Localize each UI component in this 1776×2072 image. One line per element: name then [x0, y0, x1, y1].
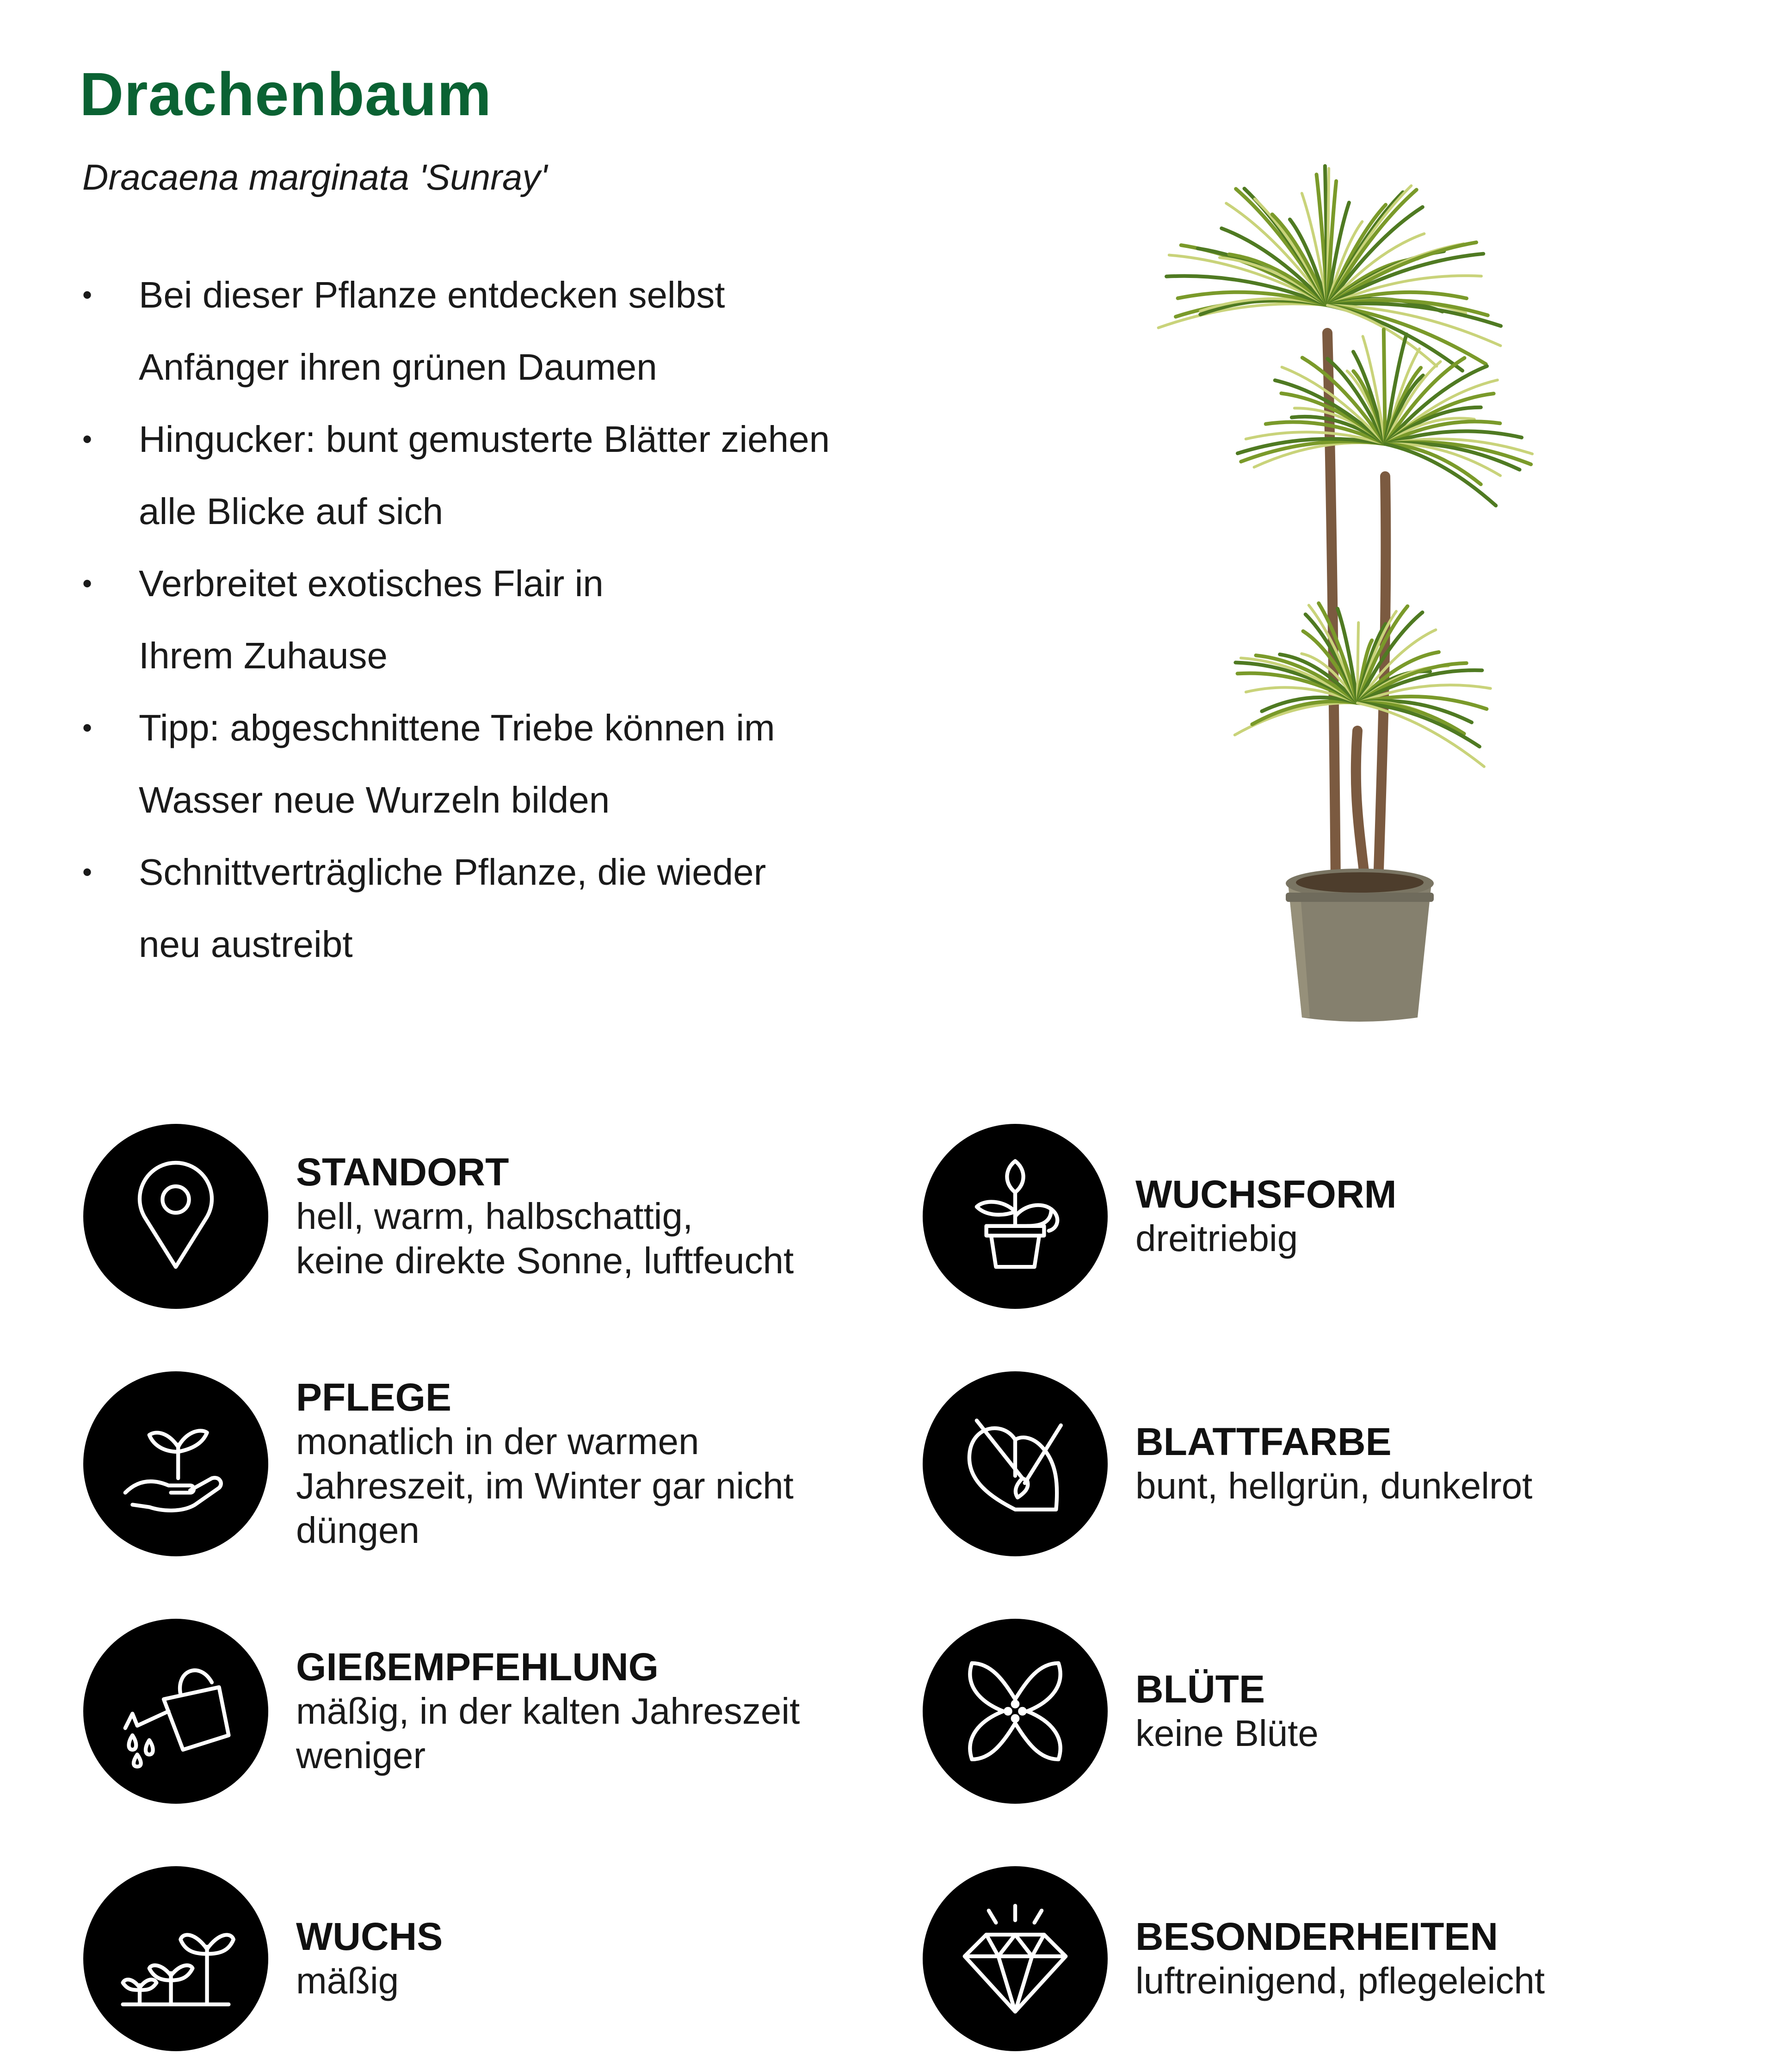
sprouts-icon — [116, 1899, 236, 2019]
feature-text-line2: Anfänger ihren grünen Daumen — [139, 346, 657, 388]
leaf-brush-icon — [955, 1404, 1075, 1524]
care-icon-circle — [923, 1371, 1108, 1556]
bullet: • — [82, 568, 92, 599]
care-description: luftreinigend, pflegeleicht — [1135, 1960, 1545, 2001]
care-title: WUCHS — [296, 1915, 443, 1958]
plant-image — [1082, 46, 1619, 1036]
bullet: • — [82, 712, 92, 743]
care-description: mäßig, in der kalten Jahreszeit weniger — [296, 1690, 800, 1776]
location-pin-icon — [116, 1156, 236, 1276]
feature-item — [82, 692, 948, 836]
care-card-wuchsform — [923, 1124, 1709, 1309]
feature-text-line2: alle Blicke auf sich — [139, 491, 444, 532]
feature-text-line2: Wasser neue Wurzeln bilden — [139, 779, 610, 820]
feature-item — [82, 836, 948, 980]
care-icon-circle — [83, 1371, 268, 1556]
care-title: BLATTFARBE — [1135, 1420, 1392, 1463]
care-icon-circle — [923, 1124, 1108, 1309]
plant-leaves — [1159, 166, 1533, 767]
care-title: BESONDERHEITEN — [1135, 1915, 1498, 1958]
feature-list — [0, 259, 948, 980]
care-card-bluete — [923, 1619, 1709, 1804]
feature-text-line1: Hingucker: bunt gemusterte Blätter ziehen — [139, 419, 830, 460]
care-title: PFLEGE — [296, 1375, 452, 1419]
flower-icon — [955, 1651, 1075, 1771]
feature-text-line2: Ihrem Zuhause — [139, 635, 388, 676]
plant-pot — [1286, 869, 1434, 1022]
care-icon-circle — [83, 1124, 268, 1309]
care-card-giessempfehlung — [83, 1619, 870, 1804]
feature-text-line1: Verbreitet exotisches Flair in — [139, 563, 604, 604]
bullet: • — [82, 857, 92, 888]
feature-item — [82, 259, 948, 403]
care-card-blattfarbe — [923, 1371, 1709, 1556]
care-title: WUCHSFORM — [1135, 1172, 1397, 1216]
care-icon-circle — [923, 1866, 1108, 2051]
feature-text-line1: Tipp: abgeschnittene Triebe können im — [139, 707, 775, 748]
care-icon-circle — [83, 1619, 268, 1804]
care-icon-circle — [923, 1619, 1108, 1804]
care-description: mäßig — [296, 1960, 399, 2001]
feature-item — [82, 548, 948, 692]
care-description: bunt, hellgrün, dunkelrot — [1135, 1465, 1533, 1506]
feature-text-line2: neu austreibt — [139, 924, 353, 965]
feature-item — [82, 403, 948, 548]
care-card-besonderheiten — [923, 1866, 1709, 2051]
care-title: BLÜTE — [1135, 1667, 1265, 1711]
bullet: • — [82, 279, 92, 310]
feature-text-line1: Schnittverträgliche Pflanze, die wieder — [139, 851, 766, 893]
care-description: monatlich in der warmen Jahreszeit, im Winter gar nicht düngen — [296, 1421, 794, 1551]
feature-text-line1: Bei dieser Pflanze entdecken selbst — [139, 274, 725, 315]
care-description: keine Blüte — [1135, 1713, 1319, 1754]
potted-plant-icon — [955, 1156, 1075, 1276]
bullet: • — [82, 424, 92, 455]
care-description: dreitriebig — [1135, 1218, 1298, 1259]
care-icon-circle — [83, 1866, 268, 2051]
care-description: hell, warm, halbschattig, keine direkte Sonne, luftfeucht — [296, 1196, 794, 1281]
page-title: Drachenbaum — [80, 60, 492, 128]
seedling-hand-icon — [116, 1404, 236, 1524]
diamond-icon — [955, 1899, 1075, 2019]
care-card-wuchs — [83, 1866, 870, 2051]
care-title: STANDORT — [296, 1150, 509, 1194]
care-title: GIEßEMPFEHLUNG — [296, 1645, 659, 1689]
watering-can-icon — [116, 1651, 236, 1771]
care-card-pflege — [83, 1371, 870, 1556]
botanical-name: Dracaena marginata 'Sunray' — [82, 157, 548, 197]
care-card-standort — [83, 1124, 870, 1309]
